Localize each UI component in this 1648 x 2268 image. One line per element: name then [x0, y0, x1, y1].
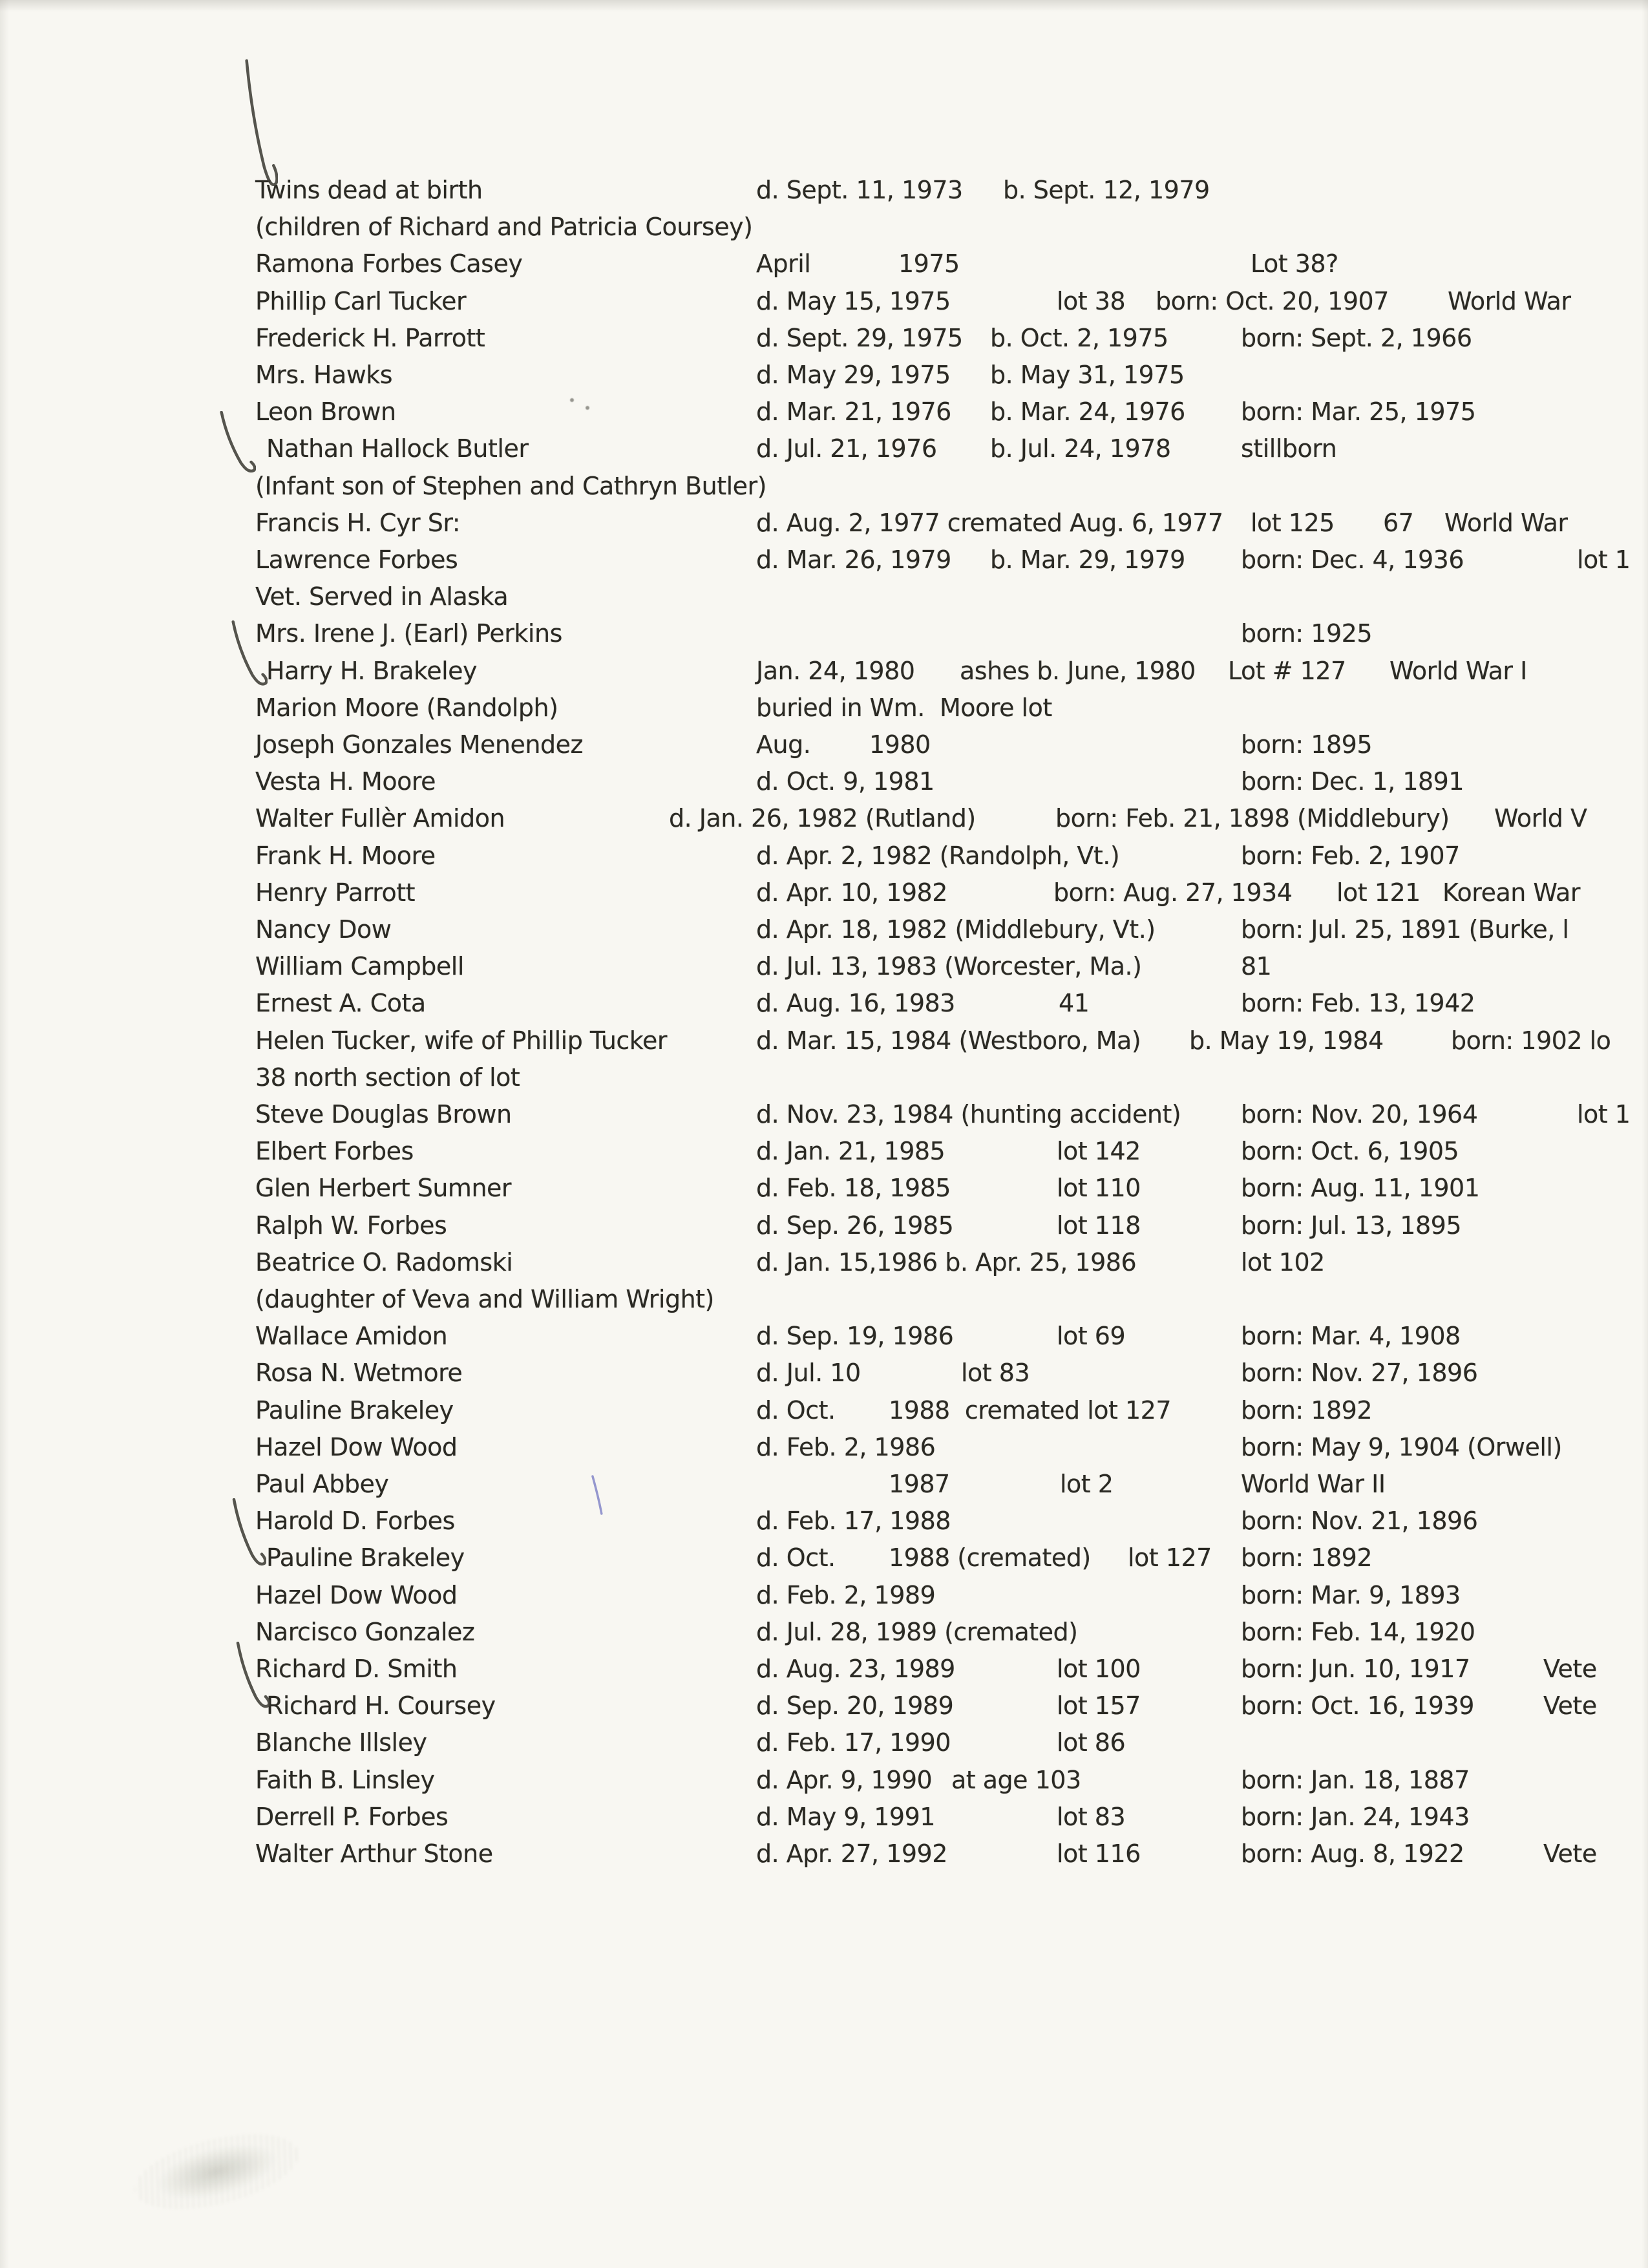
record-name: Lawrence Forbes	[255, 546, 458, 574]
scan-edge-artifact-top	[0, 0, 1648, 12]
record-row	[0, 1132, 1648, 1169]
record-cell: Vete	[1543, 1655, 1597, 1683]
record-name: Paul Abbey	[255, 1470, 389, 1498]
record-cell: d. Oct. 9, 1981	[756, 767, 935, 796]
record-row	[0, 1169, 1648, 1206]
record-cell: d. May 15, 1975	[756, 287, 951, 315]
record-name: Joseph Gonzales Menendez	[255, 730, 583, 759]
record-name: Wallace Amidon	[255, 1322, 448, 1350]
record-row	[0, 319, 1648, 356]
record-cell: d. Jan. 21, 1985	[756, 1137, 945, 1165]
record-row	[0, 837, 1648, 874]
record-name: Leon Brown	[255, 397, 396, 426]
record-cell: lot 1	[1577, 546, 1631, 574]
record-row	[0, 1798, 1648, 1835]
record-cell: b. Oct. 2, 1975	[990, 324, 1168, 352]
record-row	[0, 1354, 1648, 1391]
record-row	[0, 1244, 1648, 1280]
record-row	[0, 1465, 1648, 1502]
record-name: Walter Arthur Stone	[255, 1839, 493, 1868]
record-cell: b. Mar. 29, 1979	[990, 546, 1185, 574]
stray-ink-dot	[586, 406, 589, 410]
record-cell: d. Feb. 17, 1988	[756, 1507, 951, 1535]
record-cell: ashes b. June, 1980	[960, 657, 1196, 685]
record-cell: World War II	[1241, 1470, 1386, 1498]
record-cell: born: Sept. 2, 1966	[1241, 324, 1472, 352]
record-cell: born: Mar. 25, 1975	[1241, 397, 1476, 426]
record-cell: d. Aug. 16, 1983	[756, 989, 955, 1017]
record-cell: 1980	[869, 730, 931, 759]
record-cell: b. Sept. 12, 1979	[1003, 176, 1210, 204]
record-cell: lot 118	[1057, 1211, 1141, 1240]
record-row	[0, 541, 1648, 578]
record-cell: born: Jul. 13, 1895	[1241, 1211, 1462, 1240]
stray-ink-dot	[570, 398, 574, 402]
record-name: Beatrice O. Radomski	[255, 1248, 513, 1277]
record-cell: born: Jun. 10, 1917	[1241, 1655, 1470, 1683]
record-cell: 1988 (cremated)	[889, 1543, 1091, 1572]
record-row	[0, 282, 1648, 319]
record-cell: stillborn	[1241, 434, 1337, 463]
record-cell: d. Feb. 18, 1985	[756, 1174, 951, 1202]
record-cell: born: Jan. 24, 1943	[1241, 1803, 1470, 1831]
record-name: Henry Parrott	[255, 878, 416, 907]
record-cell: born: Nov. 20, 1964	[1241, 1100, 1478, 1129]
record-name: Ralph W. Forbes	[255, 1211, 447, 1240]
record-row	[0, 208, 1648, 245]
record-row	[0, 1576, 1648, 1613]
record-cell: lot 142	[1057, 1137, 1141, 1165]
record-cell: lot 86	[1057, 1728, 1126, 1757]
record-cell: d. Jan. 15,1986 b. Apr. 25, 1986	[756, 1248, 1137, 1277]
record-cell: born: May 9, 1904 (Orwell)	[1241, 1433, 1562, 1461]
record-cell: lot 83	[961, 1359, 1030, 1387]
pen-arrow-mark	[226, 620, 268, 690]
record-row	[0, 1317, 1648, 1354]
record-cell: Aug.	[756, 730, 811, 759]
record-cell: born: Mar. 9, 1893	[1241, 1581, 1461, 1609]
record-row	[0, 1835, 1648, 1872]
record-name: Walter Fullèr Amidon	[255, 804, 505, 832]
record-row	[0, 1207, 1648, 1244]
record-cell: Korean War	[1442, 878, 1580, 907]
record-cell: d. Jul. 13, 1983 (Worcester, Ma.)	[756, 952, 1142, 980]
record-cell: lot 110	[1057, 1174, 1141, 1202]
record-cell: d. Apr. 27, 1992	[756, 1839, 947, 1868]
record-row	[0, 578, 1648, 615]
record-name: Nancy Dow	[255, 915, 392, 944]
record-cell: lot 102	[1241, 1248, 1325, 1277]
record-cell: d. Mar. 26, 1979	[756, 546, 951, 574]
record-cell: born: Aug. 11, 1901	[1241, 1174, 1480, 1202]
record-cell: born: Dec. 1, 1891	[1241, 767, 1464, 796]
record-cell: April	[756, 249, 811, 278]
record-cell: born: Aug. 8, 1922	[1241, 1839, 1464, 1868]
record-cell: b. May 31, 1975	[990, 361, 1185, 389]
record-cell: born: Oct. 16, 1939	[1241, 1691, 1474, 1720]
record-cell: born: 1892	[1241, 1396, 1372, 1425]
record-cell: d. Sept. 11, 1973	[756, 176, 963, 204]
record-row	[0, 245, 1648, 282]
record-name: Elbert Forbes	[255, 1137, 414, 1165]
record-name: Mrs. Hawks	[255, 361, 393, 389]
record-cell: World War	[1444, 509, 1568, 537]
record-row	[0, 726, 1648, 763]
record-cell: born: Aug. 27, 1934	[1053, 878, 1293, 907]
record-name: (Infant son of Stephen and Cathryn Butler)	[255, 472, 766, 500]
record-cell: born: Feb. 2, 1907	[1241, 842, 1460, 870]
record-row	[0, 984, 1648, 1021]
record-cell: born: Oct. 20, 1907	[1156, 287, 1389, 315]
pen-arrow-mark	[215, 411, 256, 477]
pencil-smudge	[127, 2120, 306, 2223]
record-row	[0, 504, 1648, 541]
record-cell: lot 127	[1128, 1543, 1212, 1572]
record-cell: 81	[1241, 952, 1272, 980]
record-row	[0, 1280, 1648, 1317]
record-cell: born: Feb. 21, 1898 (Middlebury)	[1055, 804, 1450, 832]
record-name: Hazel Dow Wood	[255, 1433, 458, 1461]
record-cell: born: 1925	[1241, 619, 1372, 648]
record-cell: at age 103	[951, 1766, 1081, 1794]
blue-pencil-tick	[588, 1475, 605, 1515]
record-cell: d. Oct.	[756, 1396, 836, 1425]
record-row	[0, 1761, 1648, 1798]
record-cell: lot 121	[1336, 878, 1421, 907]
record-cell: World V	[1494, 804, 1587, 832]
record-cell: d. Apr. 10, 1982	[756, 878, 947, 907]
record-name: Pauline Brakeley	[255, 1396, 454, 1425]
record-cell: lot 69	[1057, 1322, 1126, 1350]
record-row	[0, 800, 1648, 836]
record-cell: d. Apr. 9, 1990	[756, 1766, 933, 1794]
record-cell: d. Feb. 2, 1986	[756, 1433, 936, 1461]
record-name: Mrs. Irene J. (Earl) Perkins	[255, 619, 562, 648]
record-cell: 67	[1383, 509, 1414, 537]
record-cell: d. Sep. 19, 1986	[756, 1322, 954, 1350]
record-cell: born: Mar. 4, 1908	[1241, 1322, 1461, 1350]
record-name: Helen Tucker, wife of Phillip Tucker	[255, 1026, 667, 1055]
record-cell: d. Apr. 2, 1982 (Randolph, Vt.)	[756, 842, 1120, 870]
record-cell: lot 2	[1060, 1470, 1114, 1498]
record-cell: Lot # 127	[1228, 657, 1346, 685]
record-cell: d. Sep. 20, 1989	[756, 1691, 954, 1720]
record-name: 38 north section of lot	[255, 1063, 520, 1092]
record-name: Vet. Served in Alaska	[255, 582, 509, 611]
record-cell: lot 157	[1057, 1691, 1141, 1720]
record-cell: d. Jul. 21, 1976	[756, 434, 937, 463]
record-name: Derrell P. Forbes	[255, 1803, 449, 1831]
record-cell: 41	[1059, 989, 1090, 1017]
record-cell: d. Feb. 17, 1990	[756, 1728, 951, 1757]
record-cell: Lot 38?	[1251, 249, 1338, 278]
record-row	[0, 1392, 1648, 1428]
record-cell: born: Oct. 6, 1905	[1241, 1137, 1459, 1165]
record-name: Hazel Dow Wood	[255, 1581, 458, 1609]
record-name: Vesta H. Moore	[255, 767, 436, 796]
record-cell: born: Dec. 4, 1936	[1241, 546, 1464, 574]
record-name: Glen Herbert Sumner	[255, 1174, 512, 1202]
record-cell: d. Nov. 23, 1984 (hunting accident)	[756, 1100, 1181, 1129]
record-cell: Vete	[1543, 1691, 1597, 1720]
record-cell: 1975	[898, 249, 960, 278]
record-name: Nathan Hallock Butler	[266, 434, 529, 463]
record-cell: b. Jul. 24, 1978	[990, 434, 1171, 463]
record-name: Harry H. Brakeley	[266, 657, 478, 685]
record-cell: d. Aug. 2, 1977 cremated Aug. 6, 1977	[756, 509, 1223, 537]
record-cell: d. Mar. 21, 1976	[756, 397, 951, 426]
record-cell: d. Jul. 28, 1989 (cremated)	[756, 1618, 1078, 1646]
record-name: Harold D. Forbes	[255, 1507, 455, 1535]
record-cell: d. Jan. 26, 1982 (Rutland)	[669, 804, 976, 832]
record-name: (daughter of Veva and William Wright)	[255, 1285, 714, 1313]
record-cell: born: 1895	[1241, 730, 1372, 759]
record-name: William Campbell	[255, 952, 464, 980]
record-cell: d. Aug. 23, 1989	[756, 1655, 955, 1683]
pen-arrow-mark	[227, 1498, 266, 1571]
record-row	[0, 1022, 1648, 1059]
record-name: Frank H. Moore	[255, 842, 436, 870]
record-cell: buried in Wm. Moore lot	[756, 694, 1052, 722]
record-cell: World War	[1448, 287, 1571, 315]
record-name: Richard D. Smith	[255, 1655, 458, 1683]
record-name: Marion Moore (Randolph)	[255, 694, 558, 722]
record-name: Francis H. Cyr Sr:	[255, 509, 461, 537]
record-cell: d. Apr. 18, 1982 (Middlebury, Vt.)	[756, 915, 1156, 944]
record-cell: born: Feb. 14, 1920	[1241, 1618, 1475, 1646]
record-name: Narcisco Gonzalez	[255, 1618, 475, 1646]
record-cell: d. May 9, 1991	[756, 1803, 935, 1831]
record-cell: born: Nov. 27, 1896	[1241, 1359, 1478, 1387]
record-cell: d. Feb. 2, 1989	[756, 1581, 936, 1609]
record-cell: lot 83	[1057, 1803, 1126, 1831]
record-name: Ramona Forbes Casey	[255, 249, 523, 278]
record-cell: lot 125	[1251, 509, 1335, 537]
record-cell: 1988 cremated lot 127	[889, 1396, 1172, 1425]
record-row	[0, 689, 1648, 726]
record-cell: d. Sep. 26, 1985	[756, 1211, 954, 1240]
record-cell: lot 38	[1057, 287, 1126, 315]
record-row	[0, 1096, 1648, 1132]
record-name: Phillip Carl Tucker	[255, 287, 467, 315]
record-cell: Jan. 24, 1980	[756, 657, 915, 685]
record-row	[0, 874, 1648, 911]
record-name: Blanche Illsley	[255, 1728, 427, 1757]
record-name: (children of Richard and Patricia Coursey)	[255, 213, 753, 241]
record-cell: Vete	[1543, 1839, 1597, 1868]
record-name: Twins dead at birth	[255, 176, 483, 204]
pen-arrow-mark	[231, 1642, 270, 1713]
record-cell: b. May 19, 1984	[1189, 1026, 1384, 1055]
record-cell: born: 1892	[1241, 1543, 1372, 1572]
record-row	[0, 1724, 1648, 1761]
record-row	[0, 911, 1648, 948]
record-name: Faith B. Linsley	[255, 1766, 435, 1794]
record-name: Ernest A. Cota	[255, 989, 426, 1017]
record-cell: d. Sept. 29, 1975	[756, 324, 963, 352]
record-cell: d. Mar. 15, 1984 (Westboro, Ma)	[756, 1026, 1141, 1055]
record-name: Steve Douglas Brown	[255, 1100, 512, 1129]
record-name: Pauline Brakeley	[266, 1543, 465, 1572]
record-name: Richard H. Coursey	[266, 1691, 496, 1720]
record-row	[0, 1059, 1648, 1096]
record-cell: d. May 29, 1975	[756, 361, 951, 389]
record-cell: lot 1	[1577, 1100, 1631, 1129]
pen-arrow-mark	[240, 58, 278, 197]
record-cell: 1987	[889, 1470, 950, 1498]
record-cell: World War I	[1389, 657, 1527, 685]
record-cell: b. Mar. 24, 1976	[990, 397, 1185, 426]
record-row	[0, 1428, 1648, 1465]
record-row	[0, 763, 1648, 800]
record-cell: lot 100	[1057, 1655, 1141, 1683]
record-cell: lot 116	[1057, 1839, 1141, 1868]
record-name: Rosa N. Wetmore	[255, 1359, 463, 1387]
record-cell: born: Feb. 13, 1942	[1241, 989, 1475, 1017]
record-cell: d. Jul. 10	[756, 1359, 861, 1387]
record-cell: born: 1902 lo	[1451, 1026, 1611, 1055]
record-row	[0, 356, 1648, 393]
record-cell: born: Nov. 21, 1896	[1241, 1507, 1478, 1535]
record-cell: born: Jan. 18, 1887	[1241, 1766, 1470, 1794]
record-cell: d. Oct.	[756, 1543, 836, 1572]
record-row	[0, 948, 1648, 984]
record-cell: born: Jul. 25, 1891 (Burke, l	[1241, 915, 1569, 944]
record-name: Frederick H. Parrott	[255, 324, 485, 352]
